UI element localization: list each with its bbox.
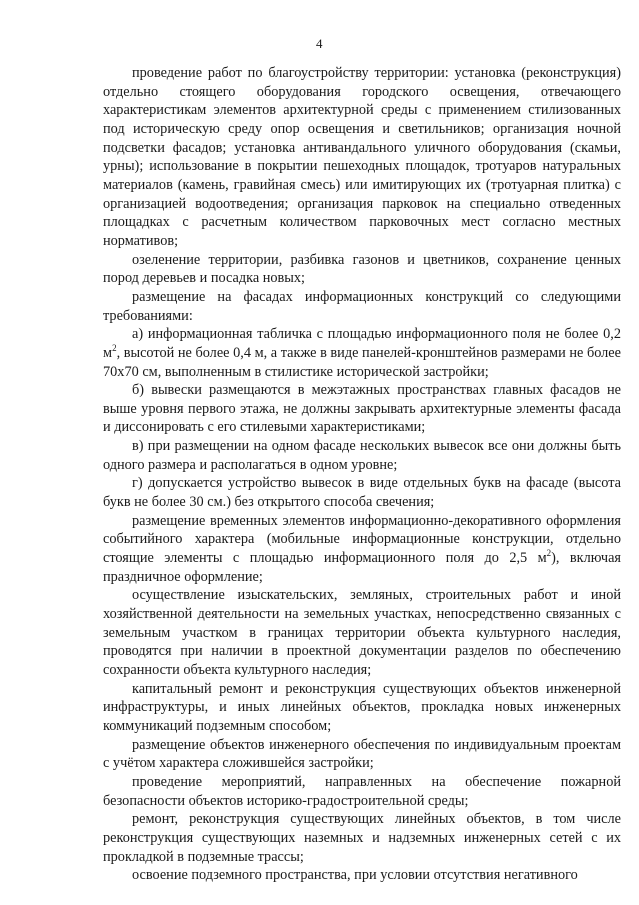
paragraph-capital-repair: капитальный ремонт и реконструкция существующих объектов инженерной инфраструктуры, и иных линейных объектов, прокладка новых инженерных коммуникаций подземным способом; [103,680,621,734]
paragraph-underground-space: освоение подземного пространства, при условии отсутствия негативного [132,867,578,884]
paragraph-linear-objects: ремонт, реконструкция существующих линейных объектов, в том числе реконструкция существующих наземных и надземных инженерных сетей с их прокладкой в подземные трассы; [103,811,621,865]
paragraph-facade-info-requirements: размещение на фасадах информационных конструкций со следующими требованиями: [103,288,621,324]
superscript: 2 [112,343,117,354]
paragraph-landscaping-works: проведение работ по благоустройству территории: установка (реконструкция) отдельно стоящего оборудования городского освещения, отвечающего характеристикам элементов архитектурной среды с применением стилизованных под историческую среду опор освещения и светильников; организация ночной подсветки фасадов; установка антивандального уличного оборудования (скамьи, урны); использование в покрытии пешеходных площадок, тротуаров натуральных материалов (камень, гравийная смесь) или имитирующих их (тротуарная плитка) с организацией водоотведения; организация парковок на специально отведенных площадках с расчетным количеством парковочных мест согласно местных нормативов; [103,65,621,249]
list-item-b: б) вывески размещаются в межэтажных пространствах главных фасадов не выше уровня первого этажа, не должны закрывать архитектурные элементы фасада и диссонировать с его стилевыми характеристиками; [103,382,621,436]
document-body [103,64,621,885]
page-number: 4 [316,36,323,51]
paragraph-greening: озеленение территории, разбивка газонов и цветников, сохранение ценных пород деревьев и посадка новых; [103,251,621,287]
paragraph-fire-safety: проведение мероприятий, направленных на обеспечение пожарной безопасности объектов историко-градостроительной среды; [103,773,621,809]
superscript: 2 [546,548,552,559]
paragraph-temporary-decor [103,512,621,587]
list-item-v: в) при размещении на одном фасаде нескольких вывесок все они должны быть одного размера и располагаться в одном уровне; [103,438,621,473]
list-item-g: г) допускается устройство вывесок в виде отдельных букв на фасаде (высота букв не более 30 см.) без открытого способа свечения; [103,475,621,511]
list-item-a [103,325,621,381]
temporary-decor-text-cont: ), включая праздничное оформление; [103,550,621,585]
list-item-a-text-cont: , высотой не более 0,4 м, а также в виде панелей-кронштейнов размерами не более 70х70 см, выполненным в стилистике исторической застройки; [103,344,621,380]
temporary-decor-text: размещение временных элементов информационно-декоративного оформления событийного характера (мобильные информационные конструкции, отдельно стоящие элементы с площадью информационного поля до 2,5 м [103,512,621,567]
paragraph-engineering-objects: размещение объектов инженерного обеспечения по индивидуальным проектам с учётом характера сложившейся застройки; [103,736,621,772]
list-item-a-text: а) информационная табличка с площадью информационного поля не более 0,2 м [103,326,621,361]
paragraph-earthworks: осуществление изыскательских, земляных, строительных работ и иной хозяйственной деятельности на земельных участках, непосредственно связанных с земельным участком в границах территории объекта культурного наследия, проводятся при наличии в проектной документации разделов по обеспечению сохранности объекта культурного наследия; [103,587,621,678]
